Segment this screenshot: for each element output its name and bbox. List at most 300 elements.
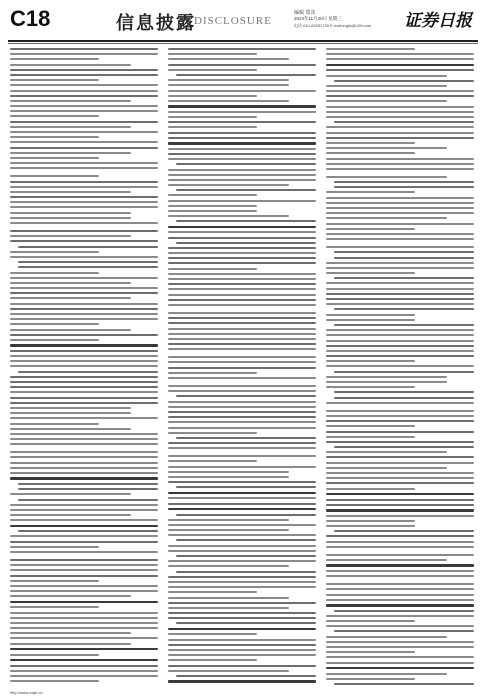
- text-line: [326, 646, 474, 648]
- text-line: [168, 69, 257, 71]
- text-line: [334, 683, 474, 685]
- text-line: [168, 406, 316, 408]
- text-line: [10, 391, 158, 393]
- text-line: [168, 257, 316, 259]
- text-line: [168, 416, 316, 418]
- text-line: [168, 427, 316, 429]
- masthead-info: [294, 6, 474, 40]
- text-line: [10, 196, 158, 198]
- text-line: [326, 350, 474, 352]
- text-line: [10, 423, 99, 425]
- text-line: [326, 355, 474, 357]
- text-line: [168, 322, 316, 324]
- text-line: [168, 508, 316, 511]
- text-line: [168, 665, 316, 667]
- text-line: [326, 425, 415, 427]
- text-line: [168, 169, 316, 171]
- text-line: [10, 467, 158, 469]
- text-line: [10, 339, 99, 341]
- text-line: [10, 162, 158, 164]
- text-line: [18, 371, 158, 373]
- text-line: [326, 525, 415, 527]
- text-line: [168, 194, 257, 196]
- text-line: [168, 95, 257, 97]
- text-line: [334, 630, 474, 632]
- text-line: [334, 324, 474, 326]
- text-line: [168, 58, 289, 60]
- contact-line: 电话:010-83251730 E-mail:zqjsb@126.com: [294, 23, 372, 28]
- text-line: [10, 381, 158, 383]
- text-line: [326, 48, 415, 50]
- text-line: [326, 420, 474, 422]
- text-line: [168, 432, 257, 434]
- text-line: [10, 329, 131, 331]
- text-line: [326, 594, 474, 596]
- text-line: [326, 142, 415, 144]
- text-line: [10, 147, 158, 149]
- text-line: [10, 344, 158, 347]
- text-line: [326, 334, 474, 336]
- text-line: [10, 670, 158, 672]
- text-line: [168, 476, 289, 478]
- text-line: [10, 402, 158, 404]
- text-line: [168, 503, 316, 505]
- text-line: [176, 437, 316, 439]
- text-line: [10, 617, 158, 619]
- text-line: [326, 641, 474, 643]
- text-line: [168, 153, 316, 155]
- text-line: [326, 116, 474, 118]
- text-line: [326, 488, 415, 490]
- text-line: [168, 348, 316, 350]
- text-line: [10, 181, 158, 183]
- text-line: [168, 64, 316, 66]
- text-line: [10, 152, 131, 154]
- text-line: [10, 110, 158, 112]
- text-line: [10, 48, 158, 50]
- text-line: [168, 421, 316, 423]
- text-line: [168, 372, 257, 374]
- text-line: [168, 644, 316, 646]
- text-line: [10, 438, 158, 440]
- text-line: [334, 371, 474, 373]
- text-line: [176, 555, 316, 557]
- text-line: [168, 328, 316, 330]
- text-line: [168, 602, 316, 604]
- text-line: [326, 535, 474, 537]
- text-line: [326, 53, 474, 55]
- text-line: [326, 75, 447, 77]
- text-line: [10, 627, 158, 629]
- text-line: [168, 205, 257, 207]
- text-line: [168, 116, 257, 118]
- text-line: [10, 643, 131, 645]
- text-line: [168, 53, 257, 55]
- page-number: C18: [10, 6, 51, 31]
- text-line: [326, 69, 474, 71]
- text-line: [326, 197, 474, 199]
- text-line: [326, 132, 474, 134]
- text-line: [168, 79, 289, 81]
- article-columns: [10, 48, 476, 688]
- text-line: [10, 115, 99, 117]
- text-line: [326, 293, 474, 295]
- text-line: [10, 590, 158, 592]
- text-line: [168, 215, 289, 217]
- text-line: [326, 314, 415, 316]
- text-line: [326, 176, 447, 178]
- text-line: [168, 639, 316, 641]
- text-line: [10, 525, 158, 528]
- text-line: [326, 329, 474, 331]
- text-line: [10, 535, 158, 537]
- text-line: [10, 580, 99, 582]
- text-line: [168, 317, 316, 319]
- text-line: [168, 390, 316, 392]
- text-line: [168, 226, 316, 229]
- text-line: [326, 673, 447, 675]
- text-line: [326, 564, 474, 567]
- text-line: [168, 649, 316, 651]
- section-title: 信息披露: [116, 13, 196, 34]
- text-line: [326, 467, 447, 469]
- text-line: [326, 451, 447, 453]
- text-line: [168, 670, 289, 672]
- text-line: [326, 599, 474, 601]
- text-line: [326, 620, 415, 622]
- text-line: [326, 456, 474, 458]
- text-line: [168, 680, 316, 683]
- text-line: [168, 411, 316, 413]
- text-line: [168, 288, 316, 290]
- text-line: [168, 237, 316, 239]
- text-line: [10, 292, 158, 294]
- text-line: [168, 121, 316, 123]
- text-line: [168, 356, 316, 358]
- text-line: [334, 391, 474, 393]
- text-line: [168, 628, 316, 631]
- text-line: [10, 612, 158, 614]
- text-line: [10, 637, 158, 639]
- text-line: [168, 576, 316, 578]
- text-line: [10, 559, 158, 561]
- text-line: [176, 486, 316, 488]
- text-line: [334, 308, 474, 310]
- text-line: [326, 541, 474, 543]
- text-line: [168, 179, 316, 181]
- text-line: [18, 499, 158, 501]
- text-line: [10, 514, 131, 516]
- text-line: [10, 167, 158, 169]
- text-line: [10, 564, 158, 566]
- text-line: [10, 622, 158, 624]
- text-line: [168, 591, 257, 593]
- editor-line: 编辑 郑其: [294, 10, 316, 16]
- text-line: [168, 299, 316, 301]
- text-line: [326, 298, 474, 300]
- text-line: [326, 386, 415, 388]
- text-line: [168, 442, 316, 444]
- text-line: [326, 402, 474, 404]
- text-line: [168, 545, 316, 547]
- text-line: [334, 80, 474, 82]
- text-line: [326, 570, 474, 572]
- text-line: [10, 222, 158, 224]
- text-line: [10, 303, 158, 305]
- text-line: [18, 246, 158, 248]
- text-line: [10, 334, 158, 336]
- text-line: [10, 355, 158, 357]
- text-line: [326, 482, 474, 484]
- text-line: [10, 665, 158, 667]
- text-line: [168, 633, 257, 635]
- text-line: [10, 175, 99, 177]
- text-line: [334, 530, 474, 532]
- text-line: [168, 294, 316, 296]
- text-line: [10, 141, 158, 143]
- text-line: [10, 95, 158, 97]
- text-line: [326, 441, 474, 443]
- text-line: [168, 126, 257, 128]
- text-line: [326, 228, 415, 230]
- text-line: [334, 186, 474, 188]
- text-line: [168, 174, 316, 176]
- masthead: [8, 4, 478, 42]
- text-line: [168, 385, 316, 387]
- text-line: [326, 520, 415, 522]
- text-line: [10, 606, 99, 608]
- text-line: [168, 312, 316, 314]
- text-line: [168, 560, 316, 562]
- text-line: [326, 504, 474, 506]
- text-line: [10, 79, 99, 81]
- text-line: [326, 168, 474, 170]
- text-line: [10, 84, 158, 86]
- text-line: [168, 612, 316, 614]
- text-line: [10, 632, 131, 634]
- text-line: [326, 202, 474, 204]
- text-line: [326, 137, 474, 139]
- text-line: [326, 85, 447, 87]
- text-line: [168, 447, 316, 449]
- text-line: [10, 318, 158, 320]
- text-line: [168, 268, 257, 270]
- text-line: [326, 100, 447, 102]
- text-line: [10, 472, 158, 474]
- text-line: [326, 217, 447, 219]
- text-line: [10, 136, 99, 138]
- text-line: [168, 455, 316, 457]
- text-line: [168, 497, 316, 499]
- text-line: [10, 417, 158, 419]
- text-line: [176, 163, 316, 165]
- text-line: [168, 586, 316, 588]
- text-line: [168, 48, 316, 50]
- text-line: [176, 539, 316, 541]
- text-line: [168, 492, 316, 495]
- text-line: [10, 569, 158, 571]
- text-line: [10, 272, 99, 274]
- text-line: [176, 395, 316, 397]
- text-line: [10, 680, 99, 682]
- text-line: [10, 350, 158, 352]
- text-line: [168, 361, 316, 363]
- text-line: [326, 662, 474, 664]
- text-line: [326, 223, 474, 225]
- text-line: [168, 247, 316, 249]
- text-line: [176, 189, 316, 191]
- text-line: [176, 514, 316, 516]
- text-line: [168, 200, 316, 202]
- text-line: [168, 581, 316, 583]
- text-line: [326, 604, 474, 607]
- text-column-1: [10, 48, 158, 688]
- text-line: [326, 288, 474, 290]
- text-line: [326, 436, 415, 438]
- text-line: [334, 446, 474, 448]
- section-english-title: DISCLOSURE: [194, 15, 272, 27]
- text-line: [10, 308, 158, 310]
- text-line: [18, 483, 158, 485]
- text-line: [168, 262, 316, 264]
- header-rule-thin: [8, 43, 478, 44]
- text-line: [10, 601, 158, 604]
- text-line: [168, 333, 316, 335]
- text-line: [176, 242, 316, 244]
- text-line: [10, 240, 158, 242]
- text-line: [10, 433, 158, 435]
- text-line: [334, 610, 474, 612]
- text-line: [168, 529, 289, 531]
- text-line: [334, 121, 474, 123]
- text-line: [326, 575, 474, 577]
- text-line: [326, 158, 474, 160]
- text-line: [10, 217, 131, 219]
- text-line: [10, 509, 158, 511]
- text-line: [326, 462, 474, 464]
- footer-url: http://www.zqrb.cn: [10, 690, 43, 695]
- text-line: [326, 559, 447, 561]
- text-line: [10, 313, 158, 315]
- text-line: [10, 126, 131, 128]
- text-line: [168, 304, 316, 306]
- text-line: [168, 132, 316, 134]
- text-line: [168, 343, 316, 345]
- text-line: [168, 100, 289, 102]
- text-line: [10, 443, 158, 445]
- text-line: [18, 530, 158, 532]
- text-line: [10, 541, 158, 543]
- text-line: [326, 212, 474, 214]
- text-line: [168, 524, 316, 526]
- text-line: [10, 386, 158, 388]
- text-line: [168, 273, 316, 275]
- text-line: [168, 550, 316, 552]
- text-line: [10, 212, 131, 214]
- text-line: [334, 181, 474, 183]
- text-line: [326, 493, 474, 496]
- text-line: [10, 100, 131, 102]
- text-line: [326, 615, 474, 617]
- text-line: [10, 58, 99, 60]
- text-line: [326, 106, 474, 108]
- text-line: [168, 158, 316, 160]
- text-line: [326, 152, 415, 154]
- text-line: [326, 272, 415, 274]
- text-line: [168, 111, 316, 113]
- text-line: [326, 625, 474, 627]
- text-line: [326, 415, 474, 417]
- text-line: [334, 277, 474, 279]
- text-line: [326, 147, 447, 149]
- text-line: [10, 675, 158, 677]
- text-line: [168, 460, 257, 462]
- text-line: [326, 282, 474, 284]
- text-line: [326, 554, 474, 556]
- text-line: [326, 58, 474, 60]
- text-line: [10, 595, 131, 597]
- text-line: [326, 588, 474, 590]
- text-line: [326, 499, 474, 501]
- text-line: [326, 360, 415, 362]
- text-line: [10, 287, 158, 289]
- text-line: [176, 622, 316, 624]
- text-line: [10, 206, 158, 208]
- text-line: [10, 456, 158, 458]
- text-line: [10, 428, 131, 430]
- text-line: [168, 377, 316, 379]
- text-line: [168, 184, 289, 186]
- text-line: [168, 338, 316, 340]
- text-line: [326, 546, 474, 548]
- header-rule-thick: [8, 40, 478, 42]
- text-line: [10, 477, 158, 480]
- text-line: [10, 64, 131, 66]
- text-line: [10, 256, 158, 258]
- text-line: [326, 410, 474, 412]
- text-line: [326, 111, 474, 113]
- text-line: [168, 90, 316, 92]
- page-footer: [10, 690, 476, 698]
- text-line: [10, 412, 131, 414]
- text-column-3: [326, 48, 474, 688]
- text-line: [10, 131, 158, 133]
- text-line: [10, 407, 131, 409]
- text-line: [168, 278, 316, 280]
- text-line: [18, 261, 158, 263]
- text-line: [326, 431, 474, 433]
- text-line: [10, 105, 158, 107]
- text-line: [10, 186, 158, 188]
- text-line: [326, 345, 474, 347]
- text-line: [168, 534, 316, 536]
- text-line: [326, 376, 447, 378]
- text-line: [168, 607, 289, 609]
- text-line: [176, 74, 316, 76]
- text-line: [326, 95, 474, 97]
- text-line: [168, 252, 316, 254]
- text-line: [10, 365, 158, 367]
- text-line: [326, 477, 474, 479]
- text-line: [10, 648, 158, 651]
- text-line: [326, 678, 415, 680]
- newspaper-logo: 证券日报: [404, 11, 472, 31]
- text-line: [326, 191, 415, 193]
- text-line: [168, 137, 316, 139]
- text-line: [10, 69, 158, 71]
- text-column-2: [168, 48, 316, 688]
- text-line: [10, 323, 99, 325]
